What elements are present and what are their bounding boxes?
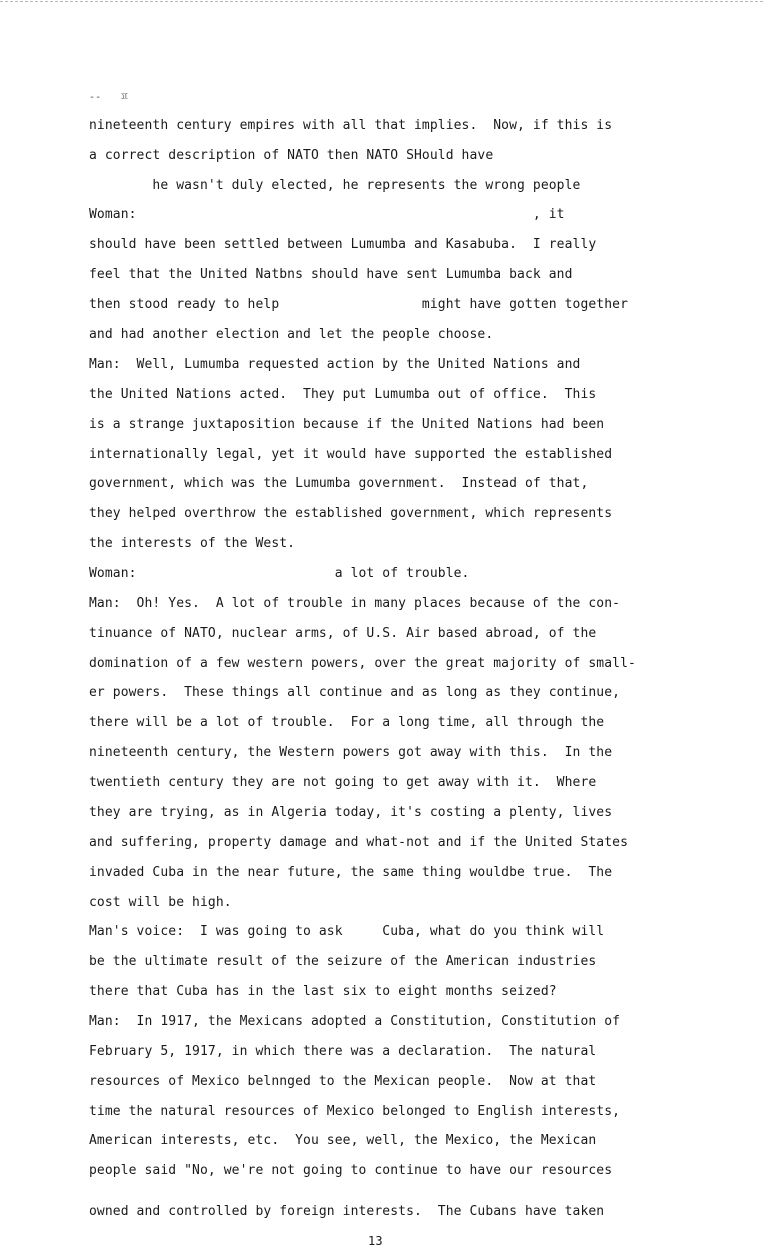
text-line: a correct description of NATO then NATO SHould have [89,148,494,163]
text-line: February 5, 1917, in which there was a declaration. The natural [89,1044,597,1059]
text-line: tinuance of NATO, nuclear arms, of U.S. Air based abroad, of the [89,626,597,641]
text-line: and suffering, property damage and what-not and if the United States [89,835,629,850]
text-line: domination of a few western powers, over the great majority of small- [89,656,636,671]
text-line: er powers. These things all continue and as long as they continue, [89,685,621,700]
text-line: the interests of the West. [89,536,296,551]
text-line: Man: In 1917, the Mexicans adopted a Constitution, Constitution of [89,1014,621,1029]
text-line: government, which was the Lumumba government. Instead of that, [89,476,589,491]
text-line: he wasn't duly elected, he represents the wrong people [89,178,581,193]
text-line: cost will be high. [89,895,232,910]
text-line: be the ultimate result of the seizure of the American industries [89,954,597,969]
text-line: people said "No, we're not going to continue to have our resources [89,1163,613,1178]
text-line: the United Nations acted. They put Lumumba out of office. This [89,387,597,402]
text-line: there that Cuba has in the last six to eight months seized? [89,984,557,999]
text-line: Man: Oh! Yes. A lot of trouble in many places because of the con- [89,596,621,611]
text-line: nineteenth century, the Western powers got away with this. In the [89,745,613,760]
header-marks: -- ㅍ [89,92,130,103]
text-line: Man: Well, Lumumba requested action by the United Nations and [89,357,581,372]
top-dashed-rule [0,1,763,2]
text-line: Woman: , it [89,207,565,222]
text-line: feel that the United Natbns should have sent Lumumba back and [89,267,573,282]
text-line: they helped overthrow the established government, which represents [89,506,613,521]
text-line: there will be a lot of trouble. For a long time, all through the [89,715,605,730]
text-line: resources of Mexico belnnged to the Mexican people. Now at that [89,1074,597,1089]
text-line: twentieth century they are not going to get away with it. Where [89,775,597,790]
text-line: American interests, etc. You see, well, the Mexico, the Mexican [89,1133,597,1148]
text-line: and had another election and let the people choose. [89,327,494,342]
text-line: should have been settled between Lumumba and Kasabuba. I really [89,237,597,252]
text-line: invaded Cuba in the near future, the same thing wouldbe true. The [89,865,613,880]
text-line: Woman: a lot of trouble. [89,566,470,581]
text-line: they are trying, as in Algeria today, it's costing a plenty, lives [89,805,613,820]
text-line: then stood ready to help might have gotten together [89,297,629,312]
text-line: nineteenth century empires with all that implies. Now, if this is [89,118,613,133]
text-line: is a strange juxtaposition because if the United Nations had been [89,417,605,432]
page-number: 13 [368,1234,383,1248]
text-line: Man's voice: I was going to ask Cuba, what do you think will [89,924,605,939]
text-line: owned and controlled by foreign interests. The Cubans have taken [89,1204,605,1219]
text-line: internationally legal, yet it would have supported the established [89,447,613,462]
text-line: time the natural resources of Mexico belonged to English interests, [89,1104,621,1119]
